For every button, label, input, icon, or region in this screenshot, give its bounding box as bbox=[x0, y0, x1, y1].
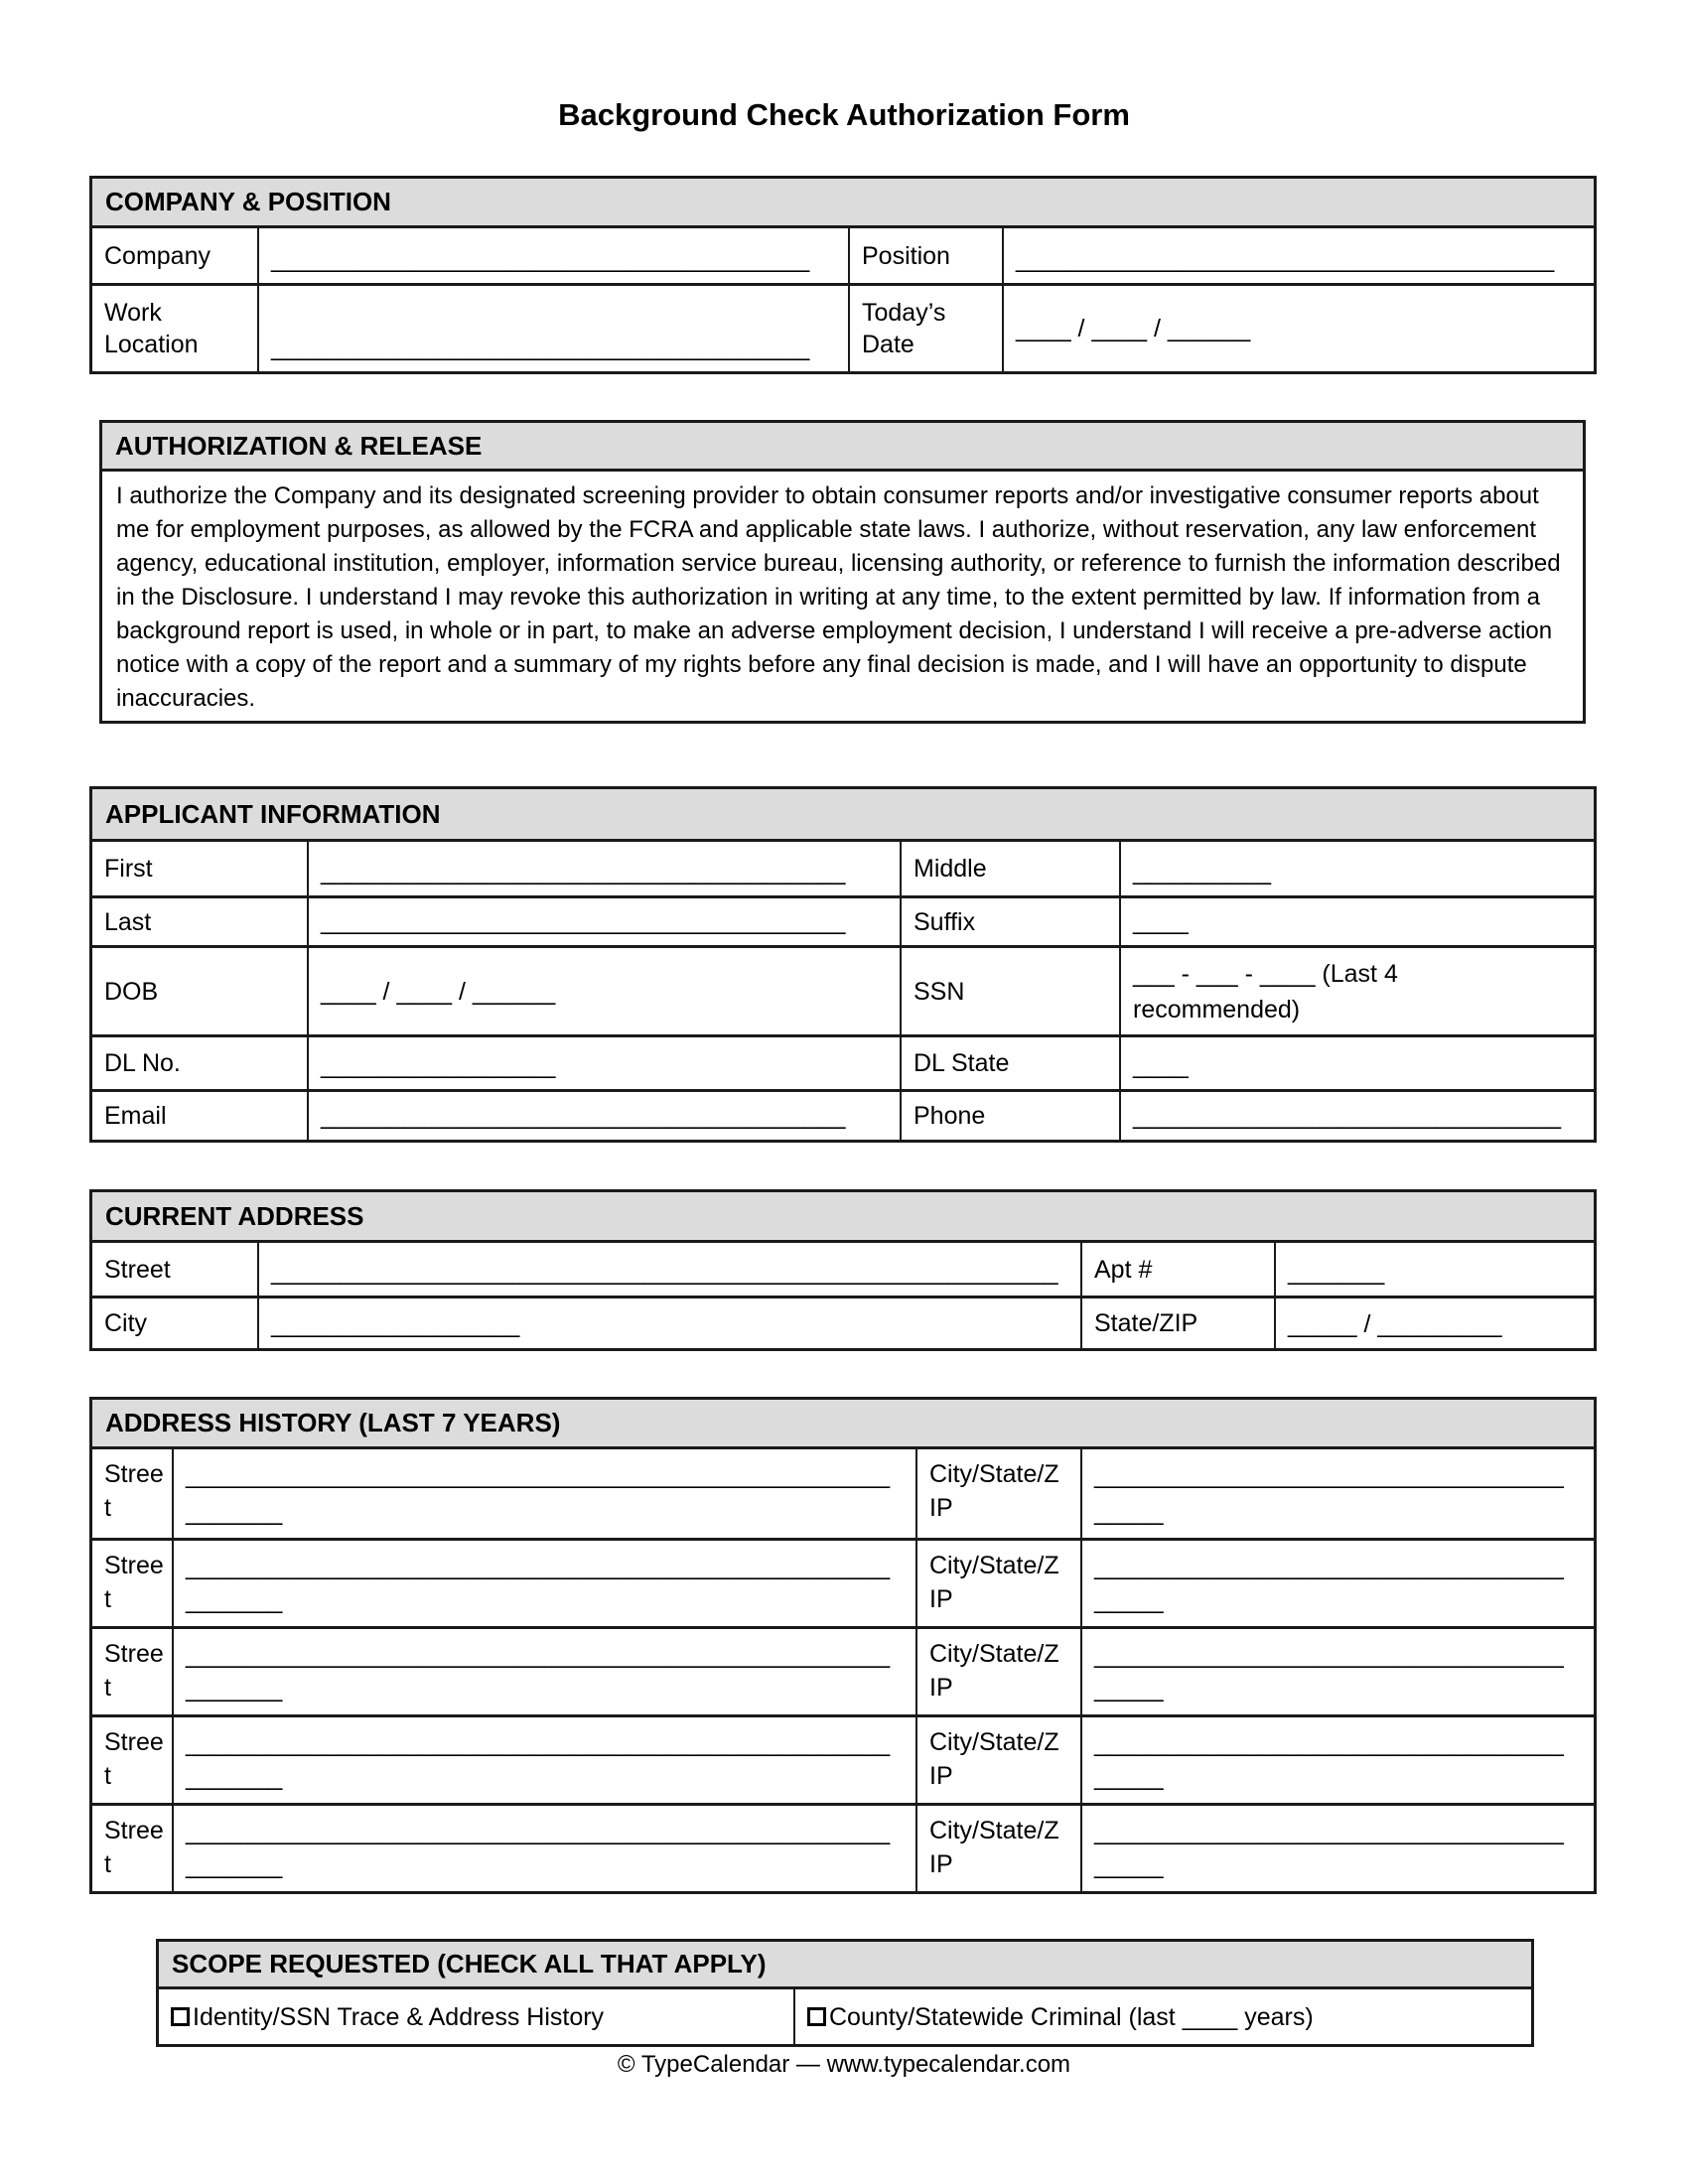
history-city-state-zip-label: City/State/ZIP bbox=[915, 1449, 1080, 1538]
table-row bbox=[92, 228, 1594, 283]
history-city-state-zip-label: City/State/ZIP bbox=[915, 1806, 1080, 1891]
history-city-state-zip-field[interactable]: __________________________________ _____ bbox=[1080, 1541, 1594, 1626]
company-position-header bbox=[92, 179, 1594, 228]
scope-option-label: Identity/SSN Trace & Address History bbox=[193, 2002, 605, 2031]
footer-credit: © TypeCalendar — www.typecalendar.com bbox=[617, 2051, 1071, 2078]
applicant-information-header bbox=[92, 789, 1594, 842]
middle-name-label: Middle bbox=[900, 842, 1119, 895]
history-street-field[interactable]: ___________________________________________________ _______ bbox=[172, 1629, 915, 1714]
page-title: Background Check Authorization Form bbox=[558, 97, 1130, 132]
table-row bbox=[92, 1034, 1594, 1089]
applicant-information-table bbox=[89, 786, 1597, 1143]
section-header-label: ADDRESS HISTORY (LAST 7 YEARS) bbox=[105, 1408, 561, 1437]
history-street-field[interactable]: ___________________________________________________ _______ bbox=[172, 1717, 915, 1803]
current-address-header bbox=[92, 1192, 1594, 1243]
todays-date-field[interactable]: ____ / ____ / ______ bbox=[1002, 286, 1594, 371]
city-label: City bbox=[104, 1309, 148, 1337]
company-field[interactable]: _______________________________________ bbox=[257, 228, 848, 283]
suffix-field[interactable]: ____ bbox=[1119, 898, 1594, 945]
state-zip-field[interactable]: _____ / _________ bbox=[1274, 1298, 1594, 1348]
address-history-header bbox=[92, 1400, 1594, 1449]
city-field[interactable]: __________________ bbox=[257, 1298, 1080, 1348]
section-header-label: SCOPE REQUESTED (CHECK ALL THAT APPLY) bbox=[172, 1949, 767, 1979]
first-name-field[interactable]: ______________________________________ bbox=[307, 842, 900, 895]
last-name-label: Last bbox=[104, 907, 152, 936]
history-street-label: Street bbox=[104, 1728, 164, 1790]
history-street-field[interactable]: ___________________________________________________ _______ bbox=[172, 1541, 915, 1626]
state-zip-label: State/ZIP bbox=[1080, 1298, 1274, 1348]
section-header-label: AUTHORIZATION & RELEASE bbox=[115, 430, 483, 461]
position-field[interactable]: _______________________________________ bbox=[1002, 228, 1594, 283]
section-header-label: APPLICANT INFORMATION bbox=[105, 798, 441, 829]
work-location-label: Work Location bbox=[104, 299, 199, 358]
authorization-release-section bbox=[99, 420, 1586, 724]
dob-label: DOB bbox=[104, 977, 159, 1006]
dob-field[interactable]: ____ / ____ / ______ bbox=[307, 948, 900, 1034]
phone-field[interactable]: _______________________________ bbox=[1119, 1092, 1594, 1140]
table-row bbox=[92, 895, 1594, 945]
company-position-table bbox=[89, 176, 1597, 374]
first-name-label: First bbox=[104, 855, 153, 883]
county-statewide-criminal-checkbox[interactable] bbox=[807, 2007, 826, 2026]
scope-option-criminal bbox=[793, 1989, 1531, 2044]
history-street-field[interactable]: ___________________________________________________ _______ bbox=[172, 1449, 915, 1538]
todays-date-label: Today’s Date bbox=[848, 286, 1002, 371]
scope-requested-header bbox=[159, 1942, 1531, 1989]
table-row bbox=[92, 842, 1594, 895]
table-row bbox=[159, 1989, 1531, 2044]
suffix-label: Suffix bbox=[900, 898, 1119, 945]
history-street-field[interactable]: ___________________________________________________ _______ bbox=[172, 1806, 915, 1891]
dl-state-label: DL State bbox=[900, 1037, 1119, 1089]
table-row bbox=[92, 1296, 1594, 1348]
apt-number-field[interactable]: _______ bbox=[1274, 1243, 1594, 1296]
history-city-state-zip-label: City/State/ZIP bbox=[915, 1541, 1080, 1626]
email-label: Email bbox=[104, 1102, 167, 1130]
phone-label: Phone bbox=[900, 1092, 1119, 1140]
table-row bbox=[92, 945, 1594, 1034]
history-city-state-zip-field[interactable]: __________________________________ _____ bbox=[1080, 1717, 1594, 1803]
dl-state-field[interactable]: ____ bbox=[1119, 1037, 1594, 1089]
history-city-state-zip-field[interactable]: __________________________________ _____ bbox=[1080, 1629, 1594, 1714]
apt-number-label: Apt # bbox=[1080, 1243, 1274, 1296]
dl-number-field[interactable]: _________________ bbox=[307, 1037, 900, 1089]
history-street-label: Street bbox=[104, 1460, 164, 1522]
position-label: Position bbox=[848, 228, 1002, 283]
current-address-table bbox=[89, 1189, 1597, 1351]
ssn-field[interactable]: ___ - ___ - ____ (Last 4 recommended) bbox=[1119, 948, 1594, 1034]
work-location-field[interactable]: _______________________________________ bbox=[257, 286, 848, 371]
history-city-state-zip-label: City/State/ZIP bbox=[915, 1629, 1080, 1714]
last-name-field[interactable]: ______________________________________ bbox=[307, 898, 900, 945]
company-label: Company bbox=[104, 241, 211, 270]
address-history-table bbox=[89, 1397, 1597, 1894]
history-city-state-zip-field[interactable]: __________________________________ _____ bbox=[1080, 1449, 1594, 1538]
middle-name-field[interactable]: __________ bbox=[1119, 842, 1594, 895]
address-history-row bbox=[92, 1449, 1594, 1538]
authorization-release-text: I authorize the Company and its designated screening provider to obtain consumer reports and/or investigative consumer reports about me for employment purposes, as allowed by the FCRA and applicable state laws. I authorize, without reservation, any law enforcement agency, educational institution, employer, information service bureau, licensing authority, or reference to furnish the information described in the Disclosure. I understand I may revoke this authorization in writing at any time, to the extent permitted by law. If information from a background report is used, in whole or in part, to make an adverse employment decision, I understand I will receive a pre-adverse action notice with a copy of the report and a summary of my rights before any final decision is made, and I will have an opportunity to dispute inaccuracies. bbox=[116, 482, 1561, 712]
section-header-label: CURRENT ADDRESS bbox=[105, 1200, 364, 1231]
scope-requested-table bbox=[156, 1939, 1534, 2047]
table-row bbox=[92, 1089, 1594, 1140]
street-label: Street bbox=[104, 1255, 171, 1284]
table-row bbox=[92, 283, 1594, 371]
ssn-label: SSN bbox=[900, 948, 1119, 1034]
street-field[interactable]: _________________________________________________________ bbox=[257, 1243, 1080, 1296]
address-history-row bbox=[92, 1626, 1594, 1714]
identity-ssn-trace-checkbox[interactable] bbox=[171, 2007, 190, 2026]
section-header-label: COMPANY & POSITION bbox=[105, 187, 391, 216]
history-street-label: Street bbox=[104, 1640, 164, 1702]
scope-option-label: County/Statewide Criminal (last ____ years) bbox=[829, 2002, 1314, 2031]
history-city-state-zip-field[interactable]: __________________________________ _____ bbox=[1080, 1806, 1594, 1891]
address-history-row bbox=[92, 1714, 1594, 1803]
history-street-label: Street bbox=[104, 1817, 164, 1878]
history-city-state-zip-label: City/State/ZIP bbox=[915, 1717, 1080, 1803]
table-row bbox=[92, 1243, 1594, 1296]
dl-number-label: DL No. bbox=[104, 1049, 181, 1077]
scope-option-identity bbox=[159, 1989, 793, 2044]
address-history-row bbox=[92, 1803, 1594, 1891]
history-street-label: Street bbox=[104, 1552, 164, 1613]
authorization-release-header bbox=[102, 423, 1583, 472]
email-field[interactable]: ______________________________________ bbox=[307, 1092, 900, 1140]
address-history-row bbox=[92, 1538, 1594, 1626]
